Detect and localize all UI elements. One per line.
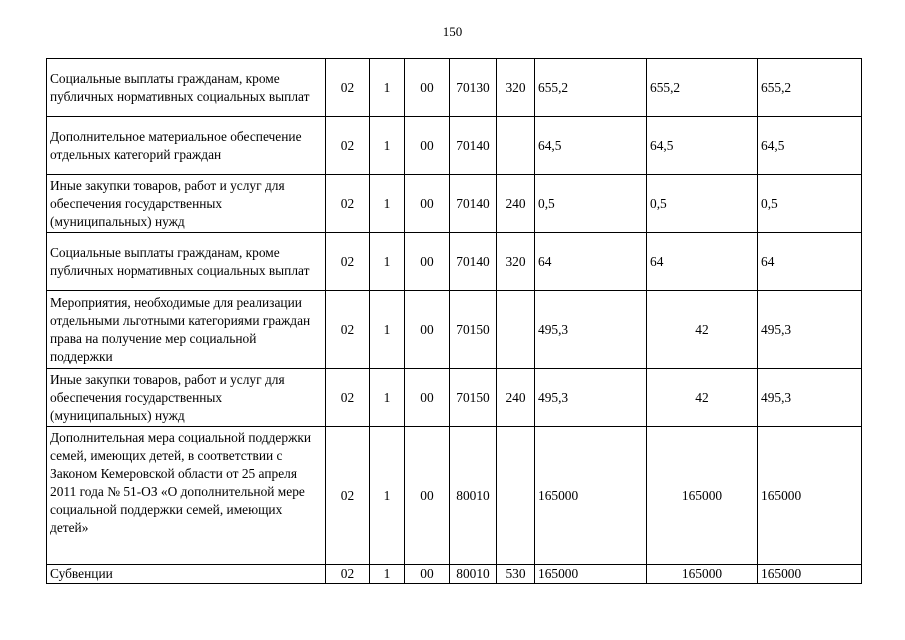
amount-year-2: 165000 <box>647 427 758 565</box>
program-code: 1 <box>370 427 405 565</box>
amount-year-1: 165000 <box>535 427 647 565</box>
amount-year-2: 165000 <box>647 565 758 584</box>
expense-type-code: 240 <box>497 175 535 233</box>
expense-type-code <box>497 117 535 175</box>
section-code: 02 <box>326 291 370 369</box>
table-row <box>47 117 862 175</box>
amount-year-3: 655,2 <box>758 59 862 117</box>
amount-year-1: 655,2 <box>535 59 647 117</box>
amount-year-3: 64 <box>758 233 862 291</box>
row-name: Субвенции <box>47 565 326 584</box>
target-code: 70150 <box>450 291 497 369</box>
subprogram-code: 00 <box>405 291 450 369</box>
amount-year-2: 42 <box>647 369 758 427</box>
table-row <box>47 59 862 117</box>
amount-year-2: 64 <box>647 233 758 291</box>
target-code: 70130 <box>450 59 497 117</box>
subprogram-code: 00 <box>405 233 450 291</box>
table-row <box>47 427 862 565</box>
target-code: 70140 <box>450 117 497 175</box>
row-name: Дополнительная мера социальной поддержки семей, имеющих детей, в соответствии с Законом Кемеровской области от 25 апреля 2011 года № 51-ОЗ «О дополнительной мере социальной поддержки семей, имеющих детей» <box>47 427 326 565</box>
expense-type-code <box>497 291 535 369</box>
amount-year-2: 64,5 <box>647 117 758 175</box>
program-code: 1 <box>370 175 405 233</box>
subprogram-code: 00 <box>405 369 450 427</box>
amount-year-3: 0,5 <box>758 175 862 233</box>
target-code: 80010 <box>450 427 497 565</box>
row-name: Иные закупки товаров, работ и услуг для обеспечения государственных (муниципальных) нужд <box>47 369 326 427</box>
expense-type-code: 320 <box>497 59 535 117</box>
program-code: 1 <box>370 233 405 291</box>
section-code: 02 <box>326 369 370 427</box>
target-code: 70150 <box>450 369 497 427</box>
amount-year-2: 42 <box>647 291 758 369</box>
table-row <box>47 175 862 233</box>
expense-type-code: 530 <box>497 565 535 584</box>
amount-year-1: 64 <box>535 233 647 291</box>
section-code: 02 <box>326 427 370 565</box>
section-code: 02 <box>326 117 370 175</box>
amount-year-1: 0,5 <box>535 175 647 233</box>
amount-year-2: 0,5 <box>647 175 758 233</box>
amount-year-1: 495,3 <box>535 291 647 369</box>
amount-year-1: 64,5 <box>535 117 647 175</box>
target-code: 80010 <box>450 565 497 584</box>
page-number: 150 <box>442 24 463 39</box>
section-code: 02 <box>326 59 370 117</box>
section-code: 02 <box>326 565 370 584</box>
program-code: 1 <box>370 117 405 175</box>
row-name: Дополнительное материальное обеспечение отдельных категорий граждан <box>47 117 326 175</box>
row-name: Иные закупки товаров, работ и услуг для обеспечения государственных (муниципальных) нужд <box>47 175 326 233</box>
table-row <box>47 233 862 291</box>
amount-year-3: 495,3 <box>758 369 862 427</box>
row-name: Социальные выплаты гражданам, кроме публичных нормативных социальных выплат <box>47 233 326 291</box>
subprogram-code: 00 <box>405 117 450 175</box>
subprogram-code: 00 <box>405 59 450 117</box>
program-code: 1 <box>370 59 405 117</box>
amount-year-3: 165000 <box>758 427 862 565</box>
expense-type-code: 320 <box>497 233 535 291</box>
amount-year-3: 495,3 <box>758 291 862 369</box>
table-row <box>47 369 862 427</box>
program-code: 1 <box>370 565 405 584</box>
program-code: 1 <box>370 291 405 369</box>
section-code: 02 <box>326 233 370 291</box>
row-name: Мероприятия, необходимые для реализации отдельными льготными категориями граждан права на получение мер социальной поддержки <box>47 291 326 369</box>
table-row <box>47 565 862 584</box>
table-row <box>47 291 862 369</box>
target-code: 70140 <box>450 175 497 233</box>
subprogram-code: 00 <box>405 565 450 584</box>
subprogram-code: 00 <box>405 427 450 565</box>
section-code: 02 <box>326 175 370 233</box>
subprogram-code: 00 <box>405 175 450 233</box>
amount-year-3: 64,5 <box>758 117 862 175</box>
amount-year-1: 165000 <box>535 565 647 584</box>
expense-type-code: 240 <box>497 369 535 427</box>
budget-table <box>46 58 862 584</box>
expense-type-code <box>497 427 535 565</box>
target-code: 70140 <box>450 233 497 291</box>
amount-year-2: 655,2 <box>647 59 758 117</box>
amount-year-1: 495,3 <box>535 369 647 427</box>
amount-year-3: 165000 <box>758 565 862 584</box>
row-name: Социальные выплаты гражданам, кроме публичных нормативных социальных выплат <box>47 59 326 117</box>
program-code: 1 <box>370 369 405 427</box>
